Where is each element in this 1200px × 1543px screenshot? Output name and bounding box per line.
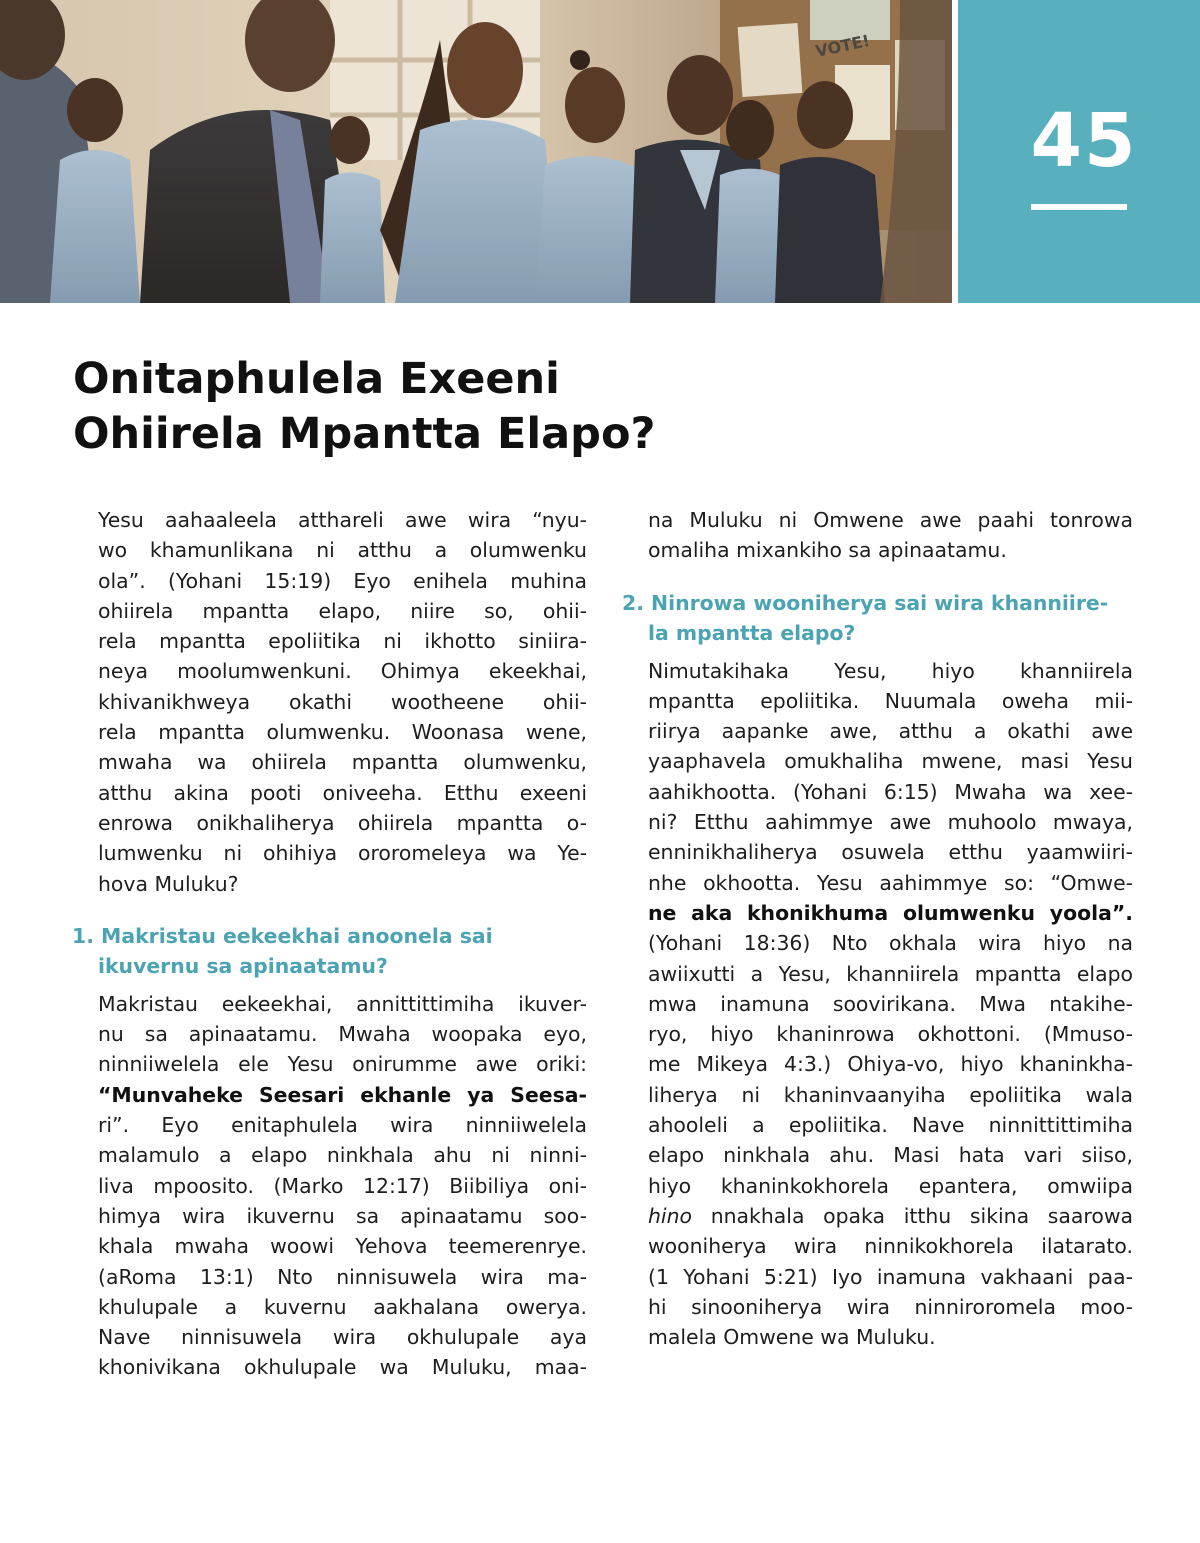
title-line-1: Onitaphulela Exeeni [73,354,560,404]
quote-text: “Munvaheke Seesari ekhanle ya Seesa- [98,1082,587,1107]
answer-1-continued [648,505,1133,566]
text-line: wooniherya wira ninnikokhorela ilatarato. [648,1234,1133,1259]
text-line: rela mpantta epoliitika ni ikhotto siniira- [98,629,587,654]
text-line: khulupale a kuvernu aakhalana owerya. [98,1294,587,1319]
question-1 [72,921,587,981]
chapter-number: 45 [1030,98,1138,184]
text-line: ryo, hiyo khaninrowa okhottoni. (Mmuso- [648,1022,1133,1047]
text-line: aahikhootta. (Yohani 6:15) Mwaha wa xee- [648,779,1133,804]
quote-text: ne aka khonikhuma olumwenku yoola”. [648,900,1133,925]
text-line: hiyo khaninkokhorela epantera, omwiipa [648,1173,1133,1198]
header-photo [0,0,952,303]
text-line: nhe okhootta. Yesu aahimmye so: “Omwe- [648,870,1133,895]
text-line: ri”. Eyo enitaphulela wira ninniiwelela [98,1113,587,1138]
text-line: khonivikana okhulupale wa Muluku, maa- [98,1355,587,1380]
answer-1-paragraph [98,989,587,1383]
text-line: khivanikhweya okathi wootheene ohii- [98,689,587,714]
text-line: ohiirela mpantta elapo, niire so, ohii- [98,598,587,623]
classroom-photo-illustration [0,0,952,303]
text-line: ahooleli a epoliitika. Nave ninnittittimiha [648,1113,1133,1138]
text-line: malamulo a elapo ninkhala ahu ni ninni- [98,1143,587,1168]
text-line: na Muluku ni Omwene awe paahi tonrowa [648,508,1133,532]
text-line: mwa inamuna soovirikana. Mwa ntakihe- [648,991,1133,1016]
text-line [98,1080,587,1110]
text-line: liherya ni khaninvaanyiha epoliitika wala [648,1082,1133,1107]
text-line: lumwenku ni ohihiya ororomeleya wa Ye- [98,841,587,866]
answer-2-paragraph [648,656,1133,1353]
question-line: 2. Ninrowa wooniherya sai wira khanniire- [622,590,1109,615]
text-line: neya moolumwenkuni. Ohimya ekeekhai, [98,659,587,684]
text-line: Makristau eekeekhai, annittittimiha ikuver- [98,991,587,1016]
poster-text: VOTE! [813,30,872,61]
page-title [73,352,973,462]
text-line: mpantta epoliitika. Nuumala oweha mii- [648,688,1133,713]
text-line: (Yohani 18:36) Nto okhala wira hiyo na [648,931,1133,956]
text-line: me Mikeya 4:3.) Ohiya-vo, hiyo khaninkha- [648,1052,1133,1077]
emphasis-word: hino [648,1203,692,1228]
text-line: rela mpantta olumwenku. Woonasa wene, [98,720,587,745]
text-line: ola”. (Yohani 15:19) Eyo enihela muhina [98,568,587,593]
text-line: khala mwaha woowi Yehova teemerenrye. [98,1234,587,1259]
text-line: Nave ninnisuwela wira okhulupale aya [98,1325,587,1350]
text-line: yaaphavela omukhaliha mwene, masi Yesu [648,749,1133,774]
text-line: mwaha wa ohiirela mpantta olumwenku, [98,750,587,775]
text-line: nu sa apinaatamu. Mwaha woopaka eyo, [98,1022,587,1047]
text-line: hino nnakhala opaka itthu sikina saarowa [648,1203,1133,1228]
text-line: enninikhaliherya osuwela etthu yaamwiiri- [648,840,1133,865]
right-column [622,505,1133,1352]
text-line: wo khamunlikana ni atthu a olumwenku [98,538,587,563]
text-line: malela Omwene wa Muluku. [648,1325,936,1350]
chapter-number-panel [958,0,1200,303]
text-line: riirya aapanke awe, atthu a okathi awe [648,719,1133,744]
text-line: omaliha mixankiho sa apinaatamu. [648,538,1007,563]
text-line [648,898,1133,928]
question-2 [622,588,1133,648]
title-line-2: Ohiirela Mpantta Elapo? [73,409,656,459]
text-line: himya wira ikuvernu sa apinaatamu soo- [98,1203,587,1228]
text-line: Yesu aahaaleela atthareli awe wira “nyu- [98,508,587,532]
text-line: hi sinooniherya wira ninniroromela moo- [648,1294,1133,1319]
text-line: elapo ninkhala ahu. Masi hata vari siiso, [648,1143,1133,1168]
question-line: 1. Makristau eekeekhai anoonela sai [72,923,493,948]
text-line: (aRoma 13:1) Nto ninnisuwela wira ma- [98,1264,587,1289]
question-line: la mpantta elapo? [648,620,856,645]
text-line: (1 Yohani 5:21) Iyo inamuna vakhaani paa- [648,1264,1133,1289]
question-line: ikuvernu sa apinaatamu? [98,953,388,978]
text-line: liva mpoosito. (Marko 12:17) Biibiliya oni- [98,1173,587,1198]
text-line: ninniiwelela ele Yesu onirumme awe oriki: [98,1052,587,1077]
text-line: Nimutakihaka Yesu, hiyo khanniirela [648,658,1133,683]
left-column [72,505,587,1383]
text-line: hova Muluku? [98,871,239,896]
text-line: enrowa onikhaliherya ohiirela mpantta o- [98,810,587,835]
text-line: atthu akina pooti oniveeha. Etthu exeeni [98,780,587,805]
intro-paragraph [98,505,587,899]
chapter-number-underline [1031,204,1127,210]
text-line: awiixutti a Yesu, khanniirela mpantta elapo [648,961,1133,986]
text-line: ni? Etthu aahimmye awe muhoolo mwaya, [648,810,1133,835]
